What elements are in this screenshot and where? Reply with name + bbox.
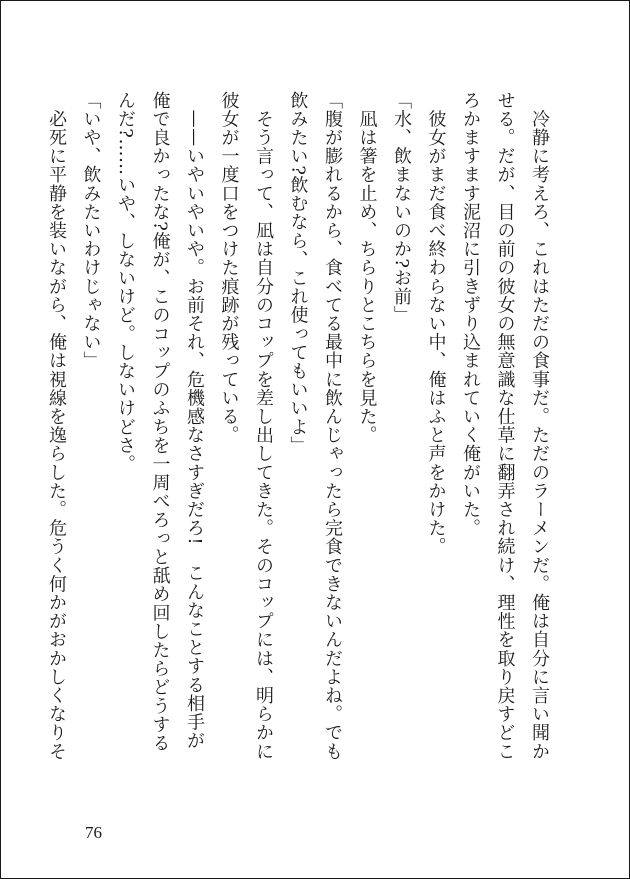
text-line-3: ろかますます泥沼に引きずり込まれていく俺がいた。 [460, 91, 481, 538]
text-line-1: 冷静に考えろ、これはただの食事だ。ただのラーメンだ。俺は自分に言い聞か [529, 91, 550, 761]
text-line-9: そう言って、凪は自分のコップを差し出してきた。そのコップには、明らかに [253, 91, 274, 761]
text-line-11: ——いやいやいや。お前それ、危機感なさすぎだろ! こんなことする相手が [184, 91, 205, 750]
text-line-10: 彼女が一度口をつけた痕跡が残っている。 [218, 91, 240, 445]
text-line-4: 彼女がまだ食べ終わらない中、俺はふと声をかけた。 [425, 91, 447, 556]
text-line-7: 「腹が膨れるから、食べてる最中に飲んじゃったら完食できないんだよね。でも [322, 91, 343, 761]
text-line-13: んだ?……いや、しないけど。しないけどさ。 [115, 91, 136, 474]
text-line-2: せる。だが、目の前の彼女の無意識な仕草に翻弄され続け、理性を取り戻すどこ [494, 91, 516, 761]
vertical-text-body [46, 91, 556, 816]
text-line-14: 「いや、飲みたいわけじゃない」 [80, 91, 102, 370]
text-line-5: 「水、飲まないのか?お前」 [391, 91, 412, 325]
text-line-6: 凪は箸を止め、ちらりとこちらを見た。 [356, 91, 378, 445]
text-line-15: 必死に平静を装いながら、俺は視線を逸らした。危うく何かがおかしくなりそ [46, 91, 67, 761]
text-line-12: 俺で良かったな?俺が、このコップのふちを一周べろっと舐め回したらどうする [149, 91, 171, 753]
text-line-8: 飲みたい?飲むなら、これ使ってもいいよ」 [287, 91, 309, 455]
page-number: 76 [85, 823, 102, 842]
